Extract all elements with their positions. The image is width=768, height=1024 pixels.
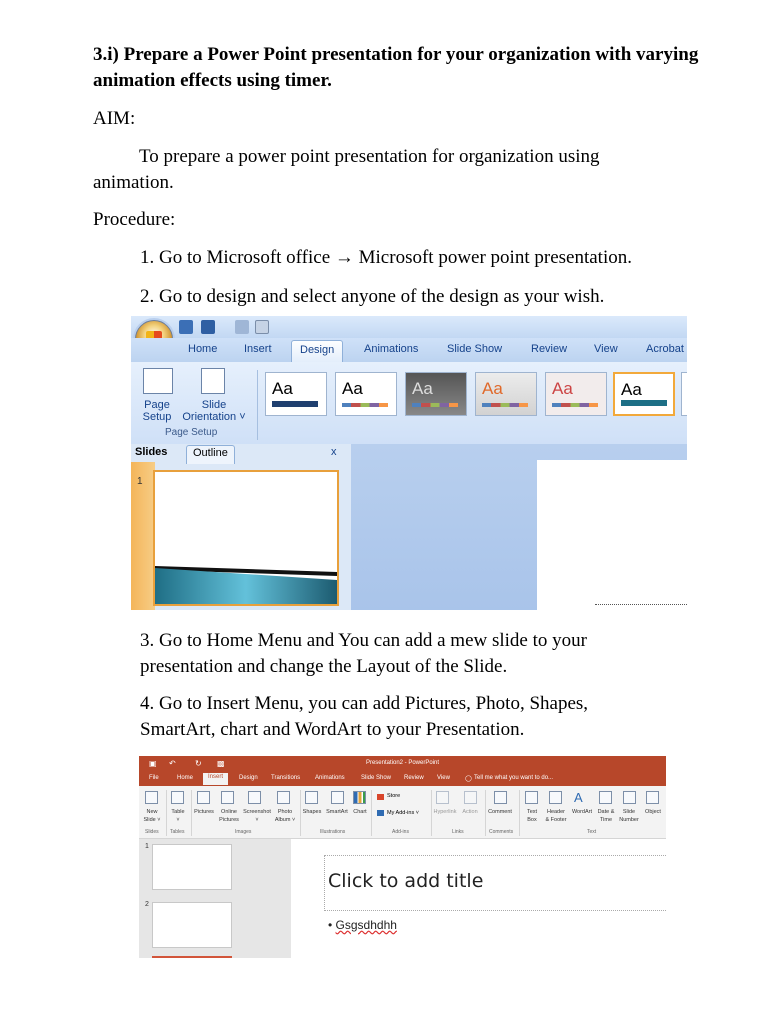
theme-2[interactable]: Aa: [335, 372, 397, 416]
new-slide-icon[interactable]: [145, 791, 158, 804]
close-icon[interactable]: x: [331, 446, 337, 458]
lightbulb-icon: ◯: [465, 776, 472, 782]
procedure-label: Procedure:: [93, 209, 176, 230]
save-icon[interactable]: [179, 320, 193, 334]
smartart-icon[interactable]: [331, 791, 344, 804]
save-icon[interactable]: ▣: [149, 759, 157, 768]
chart-button[interactable]: Chart: [353, 809, 367, 815]
group-text: Text: [587, 829, 597, 835]
placeholder-border: [595, 604, 687, 605]
tell-me-search[interactable]: Tell me what you want to do...: [474, 775, 554, 781]
wordart-icon[interactable]: A: [574, 790, 583, 805]
selected-slide-indicator: [131, 462, 155, 610]
object-icon[interactable]: [646, 791, 659, 804]
tab-file[interactable]: File: [149, 775, 159, 781]
bullet-item[interactable]: • Gsgsdhdhh: [328, 918, 397, 932]
tab-animations[interactable]: Animations: [364, 343, 419, 355]
undo-icon[interactable]: [201, 320, 215, 334]
store-icon[interactable]: [377, 794, 384, 800]
group-comments: Comments: [489, 829, 514, 835]
print-preview-icon[interactable]: [255, 320, 269, 334]
group-addins: Add-ins: [392, 829, 409, 835]
slide-number: 1: [137, 476, 143, 487]
chart-icon[interactable]: [353, 791, 366, 804]
redo-icon[interactable]: [235, 320, 249, 334]
slide-number-icon[interactable]: [623, 791, 636, 804]
tab-insert[interactable]: Insert: [203, 773, 228, 785]
step-2: 2. Go to design and select anyone of the design as your wish.: [140, 286, 605, 307]
slide-thumbnail-2[interactable]: [152, 902, 232, 948]
theme-4[interactable]: Aa: [475, 372, 537, 416]
action-icon[interactable]: [464, 791, 477, 804]
header-footer-icon[interactable]: [549, 791, 562, 804]
photo-album-icon[interactable]: [277, 791, 290, 804]
slide-thumbnail-1[interactable]: [152, 844, 232, 890]
screenshot-button[interactable]: Screenshot ˅: [243, 809, 271, 823]
slide[interactable]: [537, 460, 687, 610]
slide-number-button[interactable]: Slide Number: [619, 809, 639, 823]
group-illustrations: Illustrations: [320, 829, 346, 835]
text-box-icon[interactable]: [525, 791, 538, 804]
ribbon-tabs: [131, 338, 687, 363]
title-placeholder-text[interactable]: Click to add title: [328, 870, 484, 892]
tab-review[interactable]: Review: [404, 775, 424, 781]
divider: [257, 370, 258, 440]
my-addins-button[interactable]: My Add-ins ˅: [387, 810, 419, 816]
group-slides: Slides: [145, 829, 159, 835]
comment-button[interactable]: Comment: [488, 809, 512, 815]
tab-insert[interactable]: Insert: [244, 343, 272, 355]
tab-slide-show[interactable]: Slide Show: [361, 775, 392, 781]
tab-acrobat[interactable]: Acrobat: [646, 343, 684, 355]
slide-orientation-button[interactable]: Slide Orientation ˅: [182, 399, 246, 423]
theme-office[interactable]: Aa: [265, 372, 327, 416]
step-4: 4. Go to Insert Menu, you can add Pictures, Photo, Shapes, SmartArt, chart and WordArt to your Presentation.: [140, 693, 589, 740]
text-box-button[interactable]: Text Box: [526, 809, 538, 823]
comment-icon[interactable]: [494, 791, 507, 804]
new-slide-button[interactable]: New Slide ˅: [143, 809, 161, 823]
header-footer-button[interactable]: Header & Footer: [545, 809, 567, 823]
my-addins-icon[interactable]: [377, 810, 384, 816]
date-time-button[interactable]: Date & Time: [597, 809, 615, 823]
slide-thumbnail-3[interactable]: [152, 956, 232, 958]
table-icon[interactable]: [171, 791, 184, 804]
tab-transitions[interactable]: Transitions: [271, 775, 301, 781]
theme-6-selected[interactable]: Aa: [613, 372, 675, 416]
page-setup-button[interactable]: Page Setup: [142, 399, 172, 423]
aim-label: AIM:: [93, 108, 136, 129]
theme-7[interactable]: [681, 372, 687, 416]
step-1: 1. Go to Microsoft office → Microsoft power point presentation.: [140, 247, 632, 268]
powerpoint-2016-screenshot: [139, 756, 666, 958]
slide-thumbnail[interactable]: [153, 470, 339, 606]
group-tables: Tables: [170, 829, 185, 835]
document-heading: 3.i) Prepare a Power Point presentation for your organization with varying animation effects using timer.: [93, 44, 699, 91]
tab-design[interactable]: Design: [239, 775, 258, 781]
screenshot-icon[interactable]: [248, 791, 261, 804]
shapes-icon[interactable]: [305, 791, 318, 804]
undo-icon[interactable]: ↶: [169, 759, 176, 768]
step-3: 3. Go to Home Menu and You can add a mew slide to your presentation and change the Layout of the Slide.: [140, 630, 587, 677]
presentation-icon[interactable]: ▩: [217, 759, 225, 768]
group-links: Links: [452, 829, 464, 835]
page-setup-icon[interactable]: [143, 368, 173, 394]
tab-home[interactable]: Home: [188, 343, 218, 355]
slides-tab[interactable]: Slides: [135, 446, 168, 458]
outline-tab[interactable]: Outline: [186, 445, 235, 464]
online-pictures-button[interactable]: Online Pictures: [219, 809, 239, 823]
pictures-icon[interactable]: [197, 791, 210, 804]
group-images: Images: [235, 829, 252, 835]
tab-view[interactable]: View: [594, 343, 618, 355]
powerpoint-2007-screenshot: [131, 316, 687, 610]
smartart-button[interactable]: SmartArt: [326, 809, 348, 815]
page-setup-group-label: Page Setup: [165, 427, 218, 438]
tab-home[interactable]: Home: [177, 775, 194, 781]
window-title: Presentation2 - PowerPoint: [365, 760, 440, 766]
tab-animations[interactable]: Animations: [315, 775, 345, 781]
wordart-button[interactable]: WordArt: [571, 809, 593, 815]
theme-5[interactable]: Aa: [545, 372, 607, 416]
action-button[interactable]: Action: [462, 809, 478, 815]
hyperlink-button[interactable]: Hyperlink: [433, 809, 457, 815]
object-button[interactable]: Object: [645, 809, 661, 815]
pictures-button[interactable]: Pictures: [194, 809, 214, 815]
theme-3[interactable]: Aa: [405, 372, 467, 416]
slide-number-1: 1: [145, 843, 149, 850]
table-button[interactable]: Table ˅: [171, 809, 185, 823]
slide-number-2: 2: [145, 901, 149, 908]
tab-view[interactable]: View: [437, 775, 450, 781]
title-bar: [131, 316, 687, 338]
slide-orientation-icon[interactable]: [201, 368, 225, 394]
tab-slide-show[interactable]: Slide Show: [447, 343, 503, 355]
online-pictures-icon[interactable]: [221, 791, 234, 804]
tab-design[interactable]: Design: [291, 340, 343, 362]
redo-icon[interactable]: ↻: [195, 759, 202, 768]
hyperlink-icon[interactable]: [436, 791, 449, 804]
aim-text: To prepare a power point presentation for organization using animation.: [93, 146, 600, 193]
photo-album-button[interactable]: Photo Album ˅: [274, 809, 296, 823]
date-time-icon[interactable]: [599, 791, 612, 804]
shapes-button[interactable]: Shapes: [302, 809, 322, 815]
store-button[interactable]: Store: [387, 793, 401, 799]
tab-review[interactable]: Review: [531, 343, 568, 355]
